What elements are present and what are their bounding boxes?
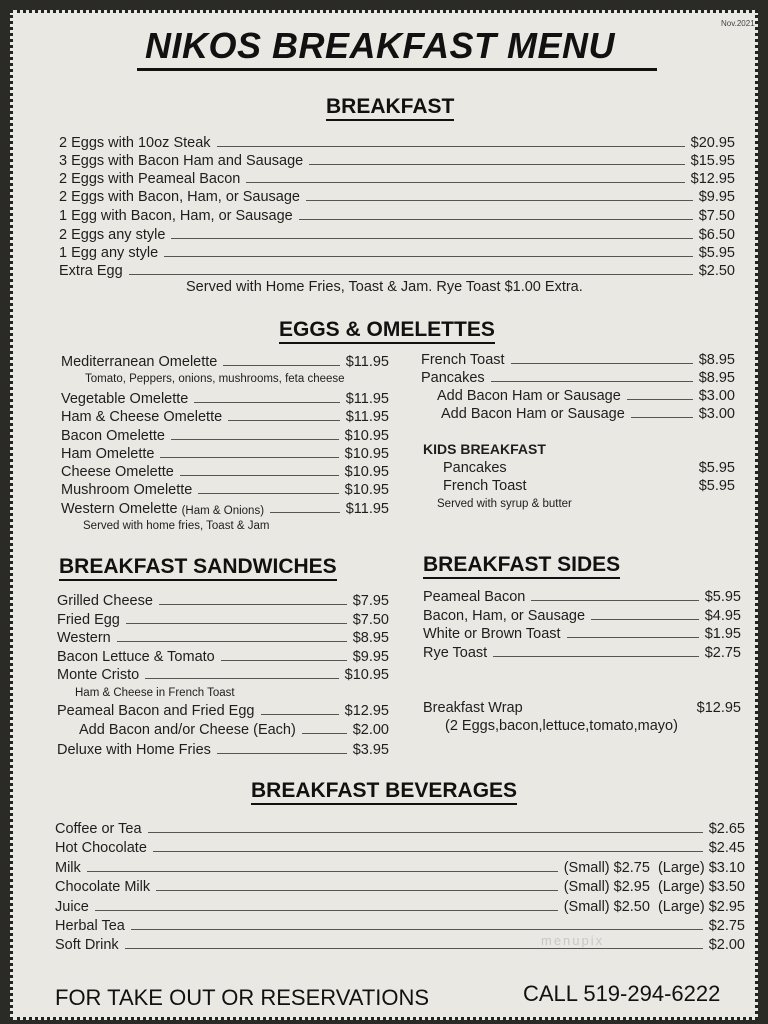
item-price: $15.95 <box>690 153 735 169</box>
item-name: French Toast <box>443 478 527 494</box>
item-price: $8.95 <box>352 630 389 646</box>
item-price: $8.95 <box>698 370 735 386</box>
menu-item <box>59 133 735 151</box>
item-price: $5.95 <box>698 460 735 476</box>
dot-leader <box>591 619 699 620</box>
dot-leader <box>299 219 693 220</box>
item-price: $10.95 <box>344 482 389 498</box>
menu-item <box>61 426 389 444</box>
item-price: $7.50 <box>698 208 735 224</box>
dot-leader <box>533 489 693 490</box>
item-name: Rye Toast <box>423 645 488 661</box>
item-price: $3.95 <box>352 742 389 758</box>
dot-leader <box>529 711 691 712</box>
dot-leader <box>95 910 558 911</box>
item-price: $10.95 <box>344 667 389 683</box>
item-price: $10.95 <box>344 464 389 480</box>
item-name: Soft Drink <box>55 937 119 953</box>
item-price: $12.95 <box>344 703 389 719</box>
item-price: $2.45 <box>708 840 745 856</box>
mediterranean-note: Tomato, Peppers, onions, mushrooms, feta cheese <box>85 373 345 385</box>
menu-item <box>437 386 735 404</box>
footer-takeout-text: FOR TAKE OUT OR RESERVATIONS <box>55 985 430 1010</box>
item-name: Western Omelette <box>61 501 178 517</box>
menu-item <box>443 458 735 476</box>
dot-leader <box>164 256 693 257</box>
item-price: $11.95 <box>345 391 389 407</box>
dot-leader <box>309 164 684 165</box>
menu-item <box>55 916 745 934</box>
item-name: Chocolate Milk <box>55 879 151 895</box>
dot-leader <box>217 753 347 754</box>
item-name: White or Brown Toast <box>423 626 561 642</box>
menu-title: NIKOS BREAKFAST MENU <box>145 25 616 66</box>
item-name: Coffee or Tea <box>55 821 142 837</box>
item-name: Western <box>57 630 111 646</box>
dot-leader <box>228 420 340 421</box>
item-name: Monte Cristo <box>57 667 140 683</box>
dot-leader <box>246 182 684 183</box>
menu-item <box>61 462 389 480</box>
breakfast-served-note: Served with Home Fries, Toast & Jam. Rye Toast $1.00 Extra. <box>186 279 583 295</box>
dot-leader <box>491 381 693 382</box>
item-price: $9.95 <box>352 649 389 665</box>
item-name: Pancakes <box>443 460 507 476</box>
item-name: Ham Omelette <box>61 446 155 462</box>
item-price: $12.95 <box>690 171 735 187</box>
watermark: menupix <box>541 933 605 948</box>
dot-leader <box>631 417 693 418</box>
item-price: $2.00 <box>352 722 389 738</box>
item-name: Bacon Lettuce & Tomato <box>57 649 215 665</box>
dot-leader <box>217 146 685 147</box>
menu-item <box>441 404 735 422</box>
dot-leader <box>160 457 338 458</box>
item-name: Bacon Omelette <box>61 428 165 444</box>
sides-heading: BREAKFAST SIDES <box>423 553 620 579</box>
dot-leader <box>129 274 693 275</box>
item-price: $4.95 <box>704 608 741 624</box>
item-name: Cheese Omelette <box>61 464 174 480</box>
menu-item <box>55 935 745 953</box>
menu-item <box>59 261 735 279</box>
dot-leader <box>531 600 698 601</box>
item-price: $7.50 <box>352 612 389 628</box>
item-name: Mediterranean Omelette <box>61 354 218 370</box>
item-name: Herbal Tea <box>55 918 125 934</box>
dot-leader <box>513 471 693 472</box>
item-price: $7.95 <box>352 593 389 609</box>
menu-item <box>59 169 735 187</box>
dot-leader <box>125 948 703 949</box>
dot-leader <box>126 623 347 624</box>
item-name: 2 Eggs with 10oz Steak <box>59 135 211 151</box>
menu-item <box>423 587 741 605</box>
beverages-heading: BREAKFAST BEVERAGES <box>251 779 517 805</box>
item-name: French Toast <box>421 352 505 368</box>
dot-leader <box>511 363 693 364</box>
menu-item <box>59 225 735 243</box>
item-price: $2.75 <box>704 645 741 661</box>
menu-item <box>57 628 389 646</box>
item-name: Deluxe with Home Fries <box>57 742 211 758</box>
dot-leader <box>567 637 699 638</box>
item-price: $10.95 <box>344 428 389 444</box>
small-price: (Small) $2.75 <box>563 860 650 876</box>
menu-item <box>59 243 735 261</box>
dot-leader <box>223 365 339 366</box>
dot-leader <box>493 656 698 657</box>
western-note: (Ham & Onions) <box>181 505 265 517</box>
menu-item <box>421 368 735 386</box>
dot-leader <box>145 678 338 679</box>
item-name: Breakfast Wrap <box>423 700 523 716</box>
menu-item <box>59 187 735 205</box>
menu-item <box>61 352 389 370</box>
item-name: 2 Eggs with Bacon, Ham, or Sausage <box>59 189 300 205</box>
dot-leader <box>171 439 339 440</box>
item-name: Grilled Cheese <box>57 593 153 609</box>
dot-leader <box>198 493 338 494</box>
item-price: $5.95 <box>704 589 741 605</box>
item-name: 1 Egg any style <box>59 245 159 261</box>
item-name: Milk <box>55 860 81 876</box>
item-price: $3.00 <box>698 406 735 422</box>
dot-leader <box>306 200 693 201</box>
kids-breakfast-heading: KIDS BREAKFAST <box>423 441 546 457</box>
footer-phone: CALL 519-294-6222 <box>523 981 721 1006</box>
kids-served-note: Served with syrup & butter <box>437 498 572 510</box>
small-price: (Small) $2.95 <box>563 879 650 895</box>
menu-item <box>423 606 741 624</box>
item-price: $11.95 <box>345 409 389 425</box>
menu-item <box>55 858 745 876</box>
item-price: $6.50 <box>698 227 735 243</box>
item-name: Peameal Bacon and Fried Egg <box>57 703 255 719</box>
item-name: Extra Egg <box>59 263 123 279</box>
menu-item <box>61 480 389 498</box>
dot-leader <box>148 832 703 833</box>
item-price: $12.95 <box>696 700 741 716</box>
menu-item <box>423 624 741 642</box>
large-price: (Large) $3.50 <box>657 879 745 895</box>
dot-leader <box>270 512 340 513</box>
title-underline <box>137 68 657 71</box>
item-name: Fried Egg <box>57 612 120 628</box>
menu-sheet <box>10 10 758 1020</box>
item-name: 1 Egg with Bacon, Ham, or Sausage <box>59 208 293 224</box>
menu-item <box>57 647 389 665</box>
menu-item <box>57 701 389 719</box>
item-price: $1.95 <box>704 626 741 642</box>
menu-item <box>57 591 389 609</box>
item-name: Add Bacon Ham or Sausage <box>441 406 625 422</box>
menu-item <box>61 499 389 517</box>
large-price: (Large) $2.95 <box>657 899 745 915</box>
sandwiches-heading: BREAKFAST SANDWICHES <box>59 555 337 581</box>
dot-leader <box>180 475 339 476</box>
item-name: Mushroom Omelette <box>61 482 193 498</box>
item-price: $9.95 <box>698 189 735 205</box>
item-name: Hot Chocolate <box>55 840 147 856</box>
item-name: Add Bacon and/or Cheese (Each) <box>79 722 296 738</box>
menu-item <box>55 877 745 895</box>
dot-leader <box>117 641 347 642</box>
menu-item <box>421 350 735 368</box>
item-name: Add Bacon Ham or Sausage <box>437 388 621 404</box>
dot-leader <box>131 929 703 930</box>
dot-leader <box>627 399 693 400</box>
menu-item <box>61 389 389 407</box>
small-price: (Small) $2.50 <box>563 899 650 915</box>
item-price: $3.00 <box>698 388 735 404</box>
dot-leader <box>302 733 347 734</box>
item-price: $11.95 <box>345 501 389 517</box>
dot-leader <box>261 714 339 715</box>
date-label: Nov.2021 <box>721 19 755 28</box>
dot-leader <box>153 851 703 852</box>
item-price: $5.95 <box>698 245 735 261</box>
item-price: $20.95 <box>690 135 735 151</box>
wrap-note: (2 Eggs,bacon,lettuce,tomato,mayo) <box>445 718 678 734</box>
breakfast-heading: BREAKFAST <box>326 95 454 121</box>
item-price: $8.95 <box>698 352 735 368</box>
item-price: $5.95 <box>698 478 735 494</box>
menu-item <box>59 206 735 224</box>
menu-item <box>57 740 389 758</box>
menu-item <box>57 610 389 628</box>
item-price: $10.95 <box>344 446 389 462</box>
item-price: $2.65 <box>708 821 745 837</box>
menu-item <box>57 665 389 683</box>
menu-item <box>55 819 745 837</box>
item-name: Bacon, Ham, or Sausage <box>423 608 586 624</box>
item-name: 3 Eggs with Bacon Ham and Sausage <box>59 153 304 169</box>
menu-item <box>423 643 741 661</box>
menu-item <box>61 407 389 425</box>
item-name: Ham & Cheese Omelette <box>61 409 223 425</box>
item-price: $2.50 <box>698 263 735 279</box>
item-name: Pancakes <box>421 370 485 386</box>
menu-item <box>55 897 745 915</box>
item-name: 2 Eggs with Peameal Bacon <box>59 171 241 187</box>
dot-leader <box>221 660 347 661</box>
dot-leader <box>156 890 558 891</box>
menu-item <box>59 151 735 169</box>
monte-cristo-note: Ham & Cheese in French Toast <box>75 687 235 699</box>
menu-item <box>55 838 745 856</box>
menu-item <box>79 720 389 738</box>
item-price: $11.95 <box>345 354 389 370</box>
large-price: (Large) $3.10 <box>657 860 745 876</box>
item-price: $2.75 <box>708 918 745 934</box>
dot-leader <box>87 871 558 872</box>
item-name: Peameal Bacon <box>423 589 526 605</box>
eggs-omelettes-heading: EGGS & OMELETTES <box>279 318 495 344</box>
item-name: 2 Eggs any style <box>59 227 166 243</box>
menu-item <box>423 698 741 716</box>
item-price: $2.00 <box>708 937 745 953</box>
dot-leader <box>159 604 347 605</box>
item-name: Vegetable Omelette <box>61 391 189 407</box>
omelette-served-note: Served with home fries, Toast & Jam <box>83 520 270 532</box>
dot-leader <box>194 402 339 403</box>
menu-item <box>443 476 735 494</box>
menu-item <box>61 444 389 462</box>
item-name: Juice <box>55 899 89 915</box>
dot-leader <box>171 238 692 239</box>
